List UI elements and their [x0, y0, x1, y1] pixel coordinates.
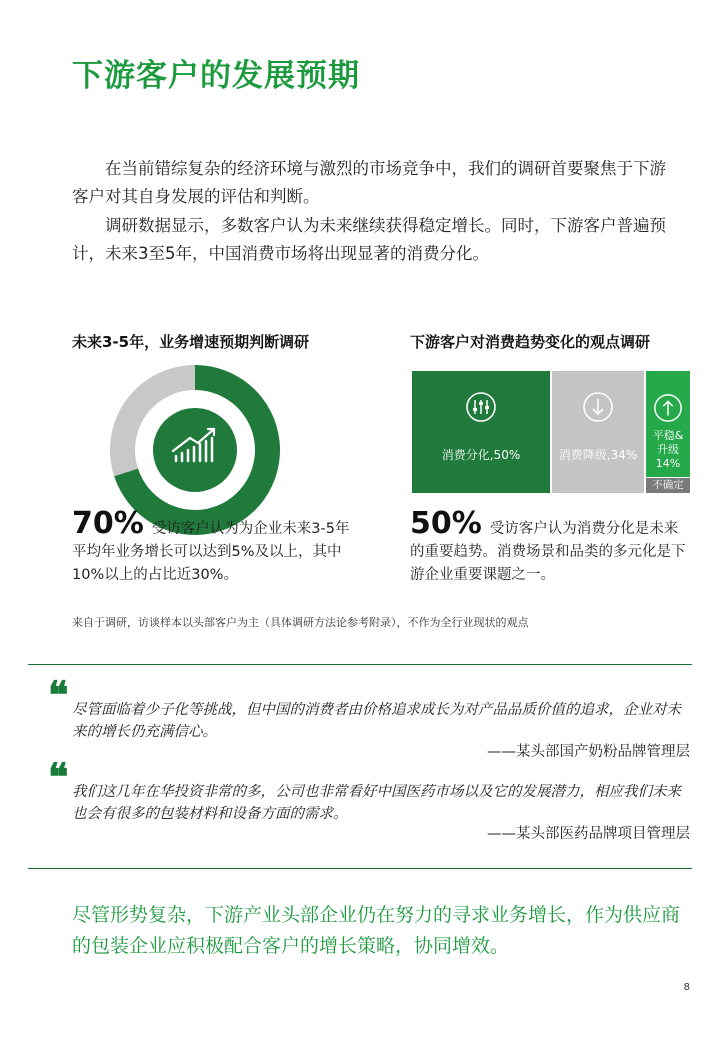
right-stat-value: 50% — [410, 506, 482, 541]
sliders-icon — [465, 391, 497, 423]
quote-mark-icon: ❝ — [48, 754, 69, 799]
divider-top — [28, 664, 692, 665]
treemap-tile-downgrade — [552, 371, 644, 493]
quote-1-attribution: ——某头部国产奶粉品牌管理层 — [487, 744, 690, 760]
page-title: 下游客户的发展预期 — [72, 58, 360, 94]
right-section-title: 下游客户对消费趋势变化的观点调研 — [410, 333, 651, 351]
intro-paragraph-2: 调研数据显示，多数客户认为未来继续获得稳定增长。同时，下游客户普遍预计，未来3至5年，中国消费市场将出现显著的消费分化。 — [72, 216, 666, 263]
page-number: 8 — [683, 982, 690, 993]
treemap-tile-uncertain — [646, 478, 690, 493]
treemap-tile-differentiation — [412, 371, 550, 493]
source-note: 来自于调研，访谈样本以头部客户为主（具体调研方法论参考附录），不作为全行业现状的观点 — [72, 616, 529, 629]
arrow-up-circle-icon — [653, 393, 683, 423]
treemap-label-uncertain: 不确定 — [652, 479, 684, 491]
quote-2-attribution: ——某头部医药品牌项目管理层 — [487, 826, 690, 842]
right-stat-block — [410, 506, 690, 587]
treemap-tile-upgrade — [646, 371, 690, 477]
quote-mark-icon: ❝ — [48, 672, 69, 717]
treemap-label-upgrade — [646, 429, 690, 471]
left-stat-desc: 受访客户认为为企业未来3-5年平均年业务增长可以达到5%及以上，其中10%以上的占比近30%。 — [72, 521, 350, 583]
left-section-title: 未来3-5年，业务增速预期判断调研 — [72, 333, 310, 351]
intro-paragraph-1: 在当前错综复杂的经济环境与激烈的市场竞争中，我们的调研首要聚焦于下游客户对其自身发展的评估和判断。 — [72, 159, 666, 206]
treemap-label-upgrade-line-2: 升级 — [657, 443, 679, 456]
arrow-down-circle-icon — [582, 391, 614, 423]
closing-statement: 尽管形势复杂，下游产业头部企业仍在努力的寻求业务增长，作为供应商的包装企业应积极配合客户的增长策略，协同增效。 — [72, 904, 681, 957]
left-stat-value: 70% — [72, 506, 144, 541]
treemap-label-differentiation: 消费分化,50% — [441, 448, 521, 462]
left-stat-block — [72, 506, 357, 587]
divider-bottom — [28, 868, 692, 869]
quote-2-text: 我们这几年在华投资非常的多，公司也非常看好中国医药市场以及它的发展潜力，相应我们未来也会有很多的包装材料和设备方面的需求。 — [72, 784, 681, 822]
right-stat-desc: 受访客户认为消费分化是未来的重要趋势。消费场景和品类的多元化是下游企业重要课题之一。 — [410, 521, 686, 583]
consumption-trend-treemap — [412, 371, 690, 493]
treemap-label-upgrade-line-3: 14% — [655, 457, 681, 470]
treemap-label-upgrade-line-1: 平稳& — [652, 429, 684, 442]
quote-1-text: 尽管面临着少子化等挑战，但中国的消费者由价格追求成长为对产品品质价值的追求，企业对未来的增长仍充满信心。 — [72, 702, 681, 740]
treemap-label-downgrade: 消费降级,34% — [558, 448, 638, 462]
